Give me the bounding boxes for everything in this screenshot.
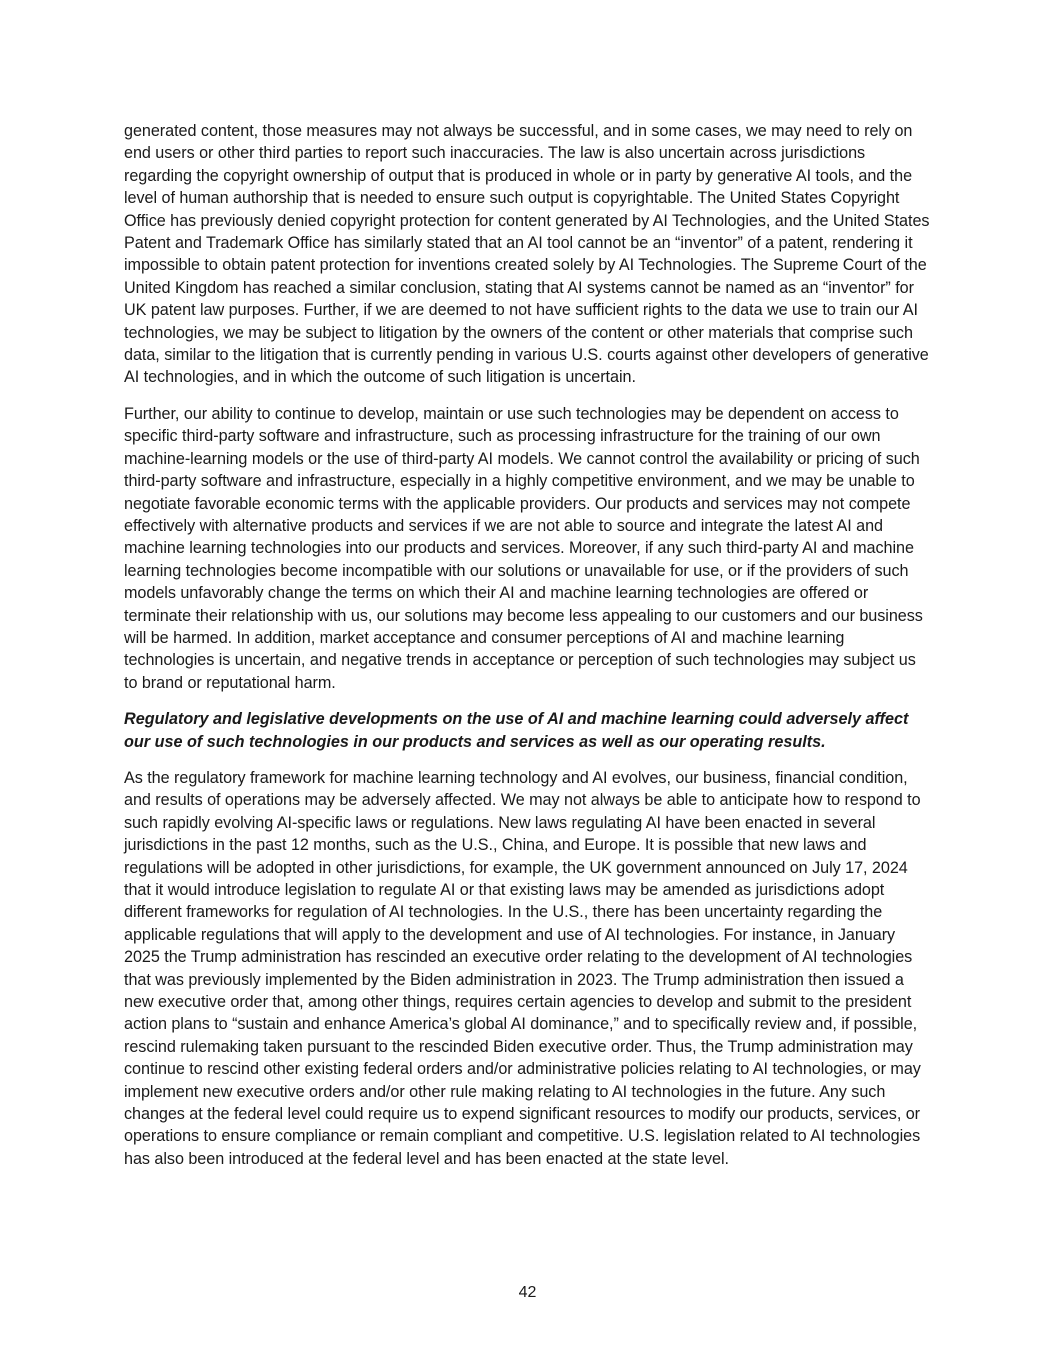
document-body [124, 120, 932, 1184]
paragraph-regulatory-framework: As the regulatory framework for machine learning technology and AI evolves, our business, financial condition, and results of operations may be adversely affected. We may not always be able to anticipate how to respond to such rapidly evolving AI-specific laws or regulations. New laws regulating AI have been enacted in several jurisdictions in the past 12 months, such as the U.S., China, and Europe. It is possible that new laws and regulations will be adopted in other jurisdictions, for example, the UK government announced on July 17, 2024 that it would introduce legislation to regulate AI or that existing laws may be amended as jurisdictions adopt different frameworks for regulation of AI technologies. In the U.S., there has been uncertainty regarding the applicable regulations that will apply to the development and use of AI technologies. For instance, in January 2025 the Trump administration has rescinded an executive order relating to the development of AI technologies that was previously implemented by the Biden administration in 2023. The Trump administration then issued a new executive order that, among other things, requires certain agencies to develop and submit to the president action plans to “sustain and enhance America’s global AI dominance,” and to specifically review and, if possible, rescind rulemaking taken pursuant to the rescinded Biden executive order. Thus, the Trump administration may continue to rescind other existing federal orders and/or administrative policies relating to AI technologies, or may implement new executive orders and/or other rule making relating to AI technologies in the future. Any such changes at the federal level could require us to expend significant resources to modify our products, services, or operations to ensure compliance or remain compliant and competitive. U.S. legislation related to AI technologies has also been introduced at the federal level and has been enacted at the state level. [124, 768, 921, 1168]
page-number: 42 [518, 1284, 537, 1301]
section-heading-regulatory: Regulatory and legislative developments on the use of AI and machine learning could adversely affect our use of such technologies in our products and services as well as our operating results. [124, 710, 909, 751]
paragraph-generated-content: generated content, those measures may not always be successful, and in some cases, we may need to rely on end users or other third parties to report such inaccuracies. The law is also uncertain across jurisdictions regarding the copyright ownership of output that is produced in whole or in party by generative AI tools, and the level of human authorship that is needed to ensure such output is copyrightable. The United States Copyright Office has previously denied copyright protection for content generated by AI Technologies, and the United States Patent and Trademark Office has similarly stated that an AI tool cannot be an “inventor” of a patent, rendering it impossible to obtain patent protection for inventions created solely by AI Technologies. The Supreme Court of the United Kingdom has reached a similar conclusion, stating that AI systems cannot be named as an “inventor” for UK patent law purposes. Further, if we are deemed to not have sufficient rights to the data we use to train our AI technologies, we may be subject to litigation by the owners of the content or other materials that comprise such data, similar to the litigation that is currently pending in various U.S. courts against other developers of generative AI technologies, and in which the outcome of such litigation is uncertain. [124, 122, 930, 387]
paragraph-third-party-dependence: Further, our ability to continue to develop, maintain or use such technologies may be dependent on access to specific third-party software and infrastructure, such as processing infrastructure for the training of our own machine-learning models or the use of third-party AI models. We cannot control the availability or pricing of such third-party software and infrastructure, especially in a highly competitive environment, and we may be unable to negotiate favorable economic terms with the applicable providers. Our products and services may not compete effectively with alternative products and services if we are not able to source and integrate the latest AI and machine learning technologies into our products and services. Moreover, if any such third-party AI and machine learning technologies become incompatible with our solutions or unavailable for use, or if the providers of such models unfavorably change the terms on which their AI and machine learning technologies are offered or terminate their relationship with us, our solutions may become less appealing to our customers and our business will be harmed. In addition, market acceptance and consumer perceptions of AI and machine learning technologies is uncertain, and negative trends in acceptance or perception of such technologies may subject us to brand or reputational harm. [124, 404, 923, 692]
